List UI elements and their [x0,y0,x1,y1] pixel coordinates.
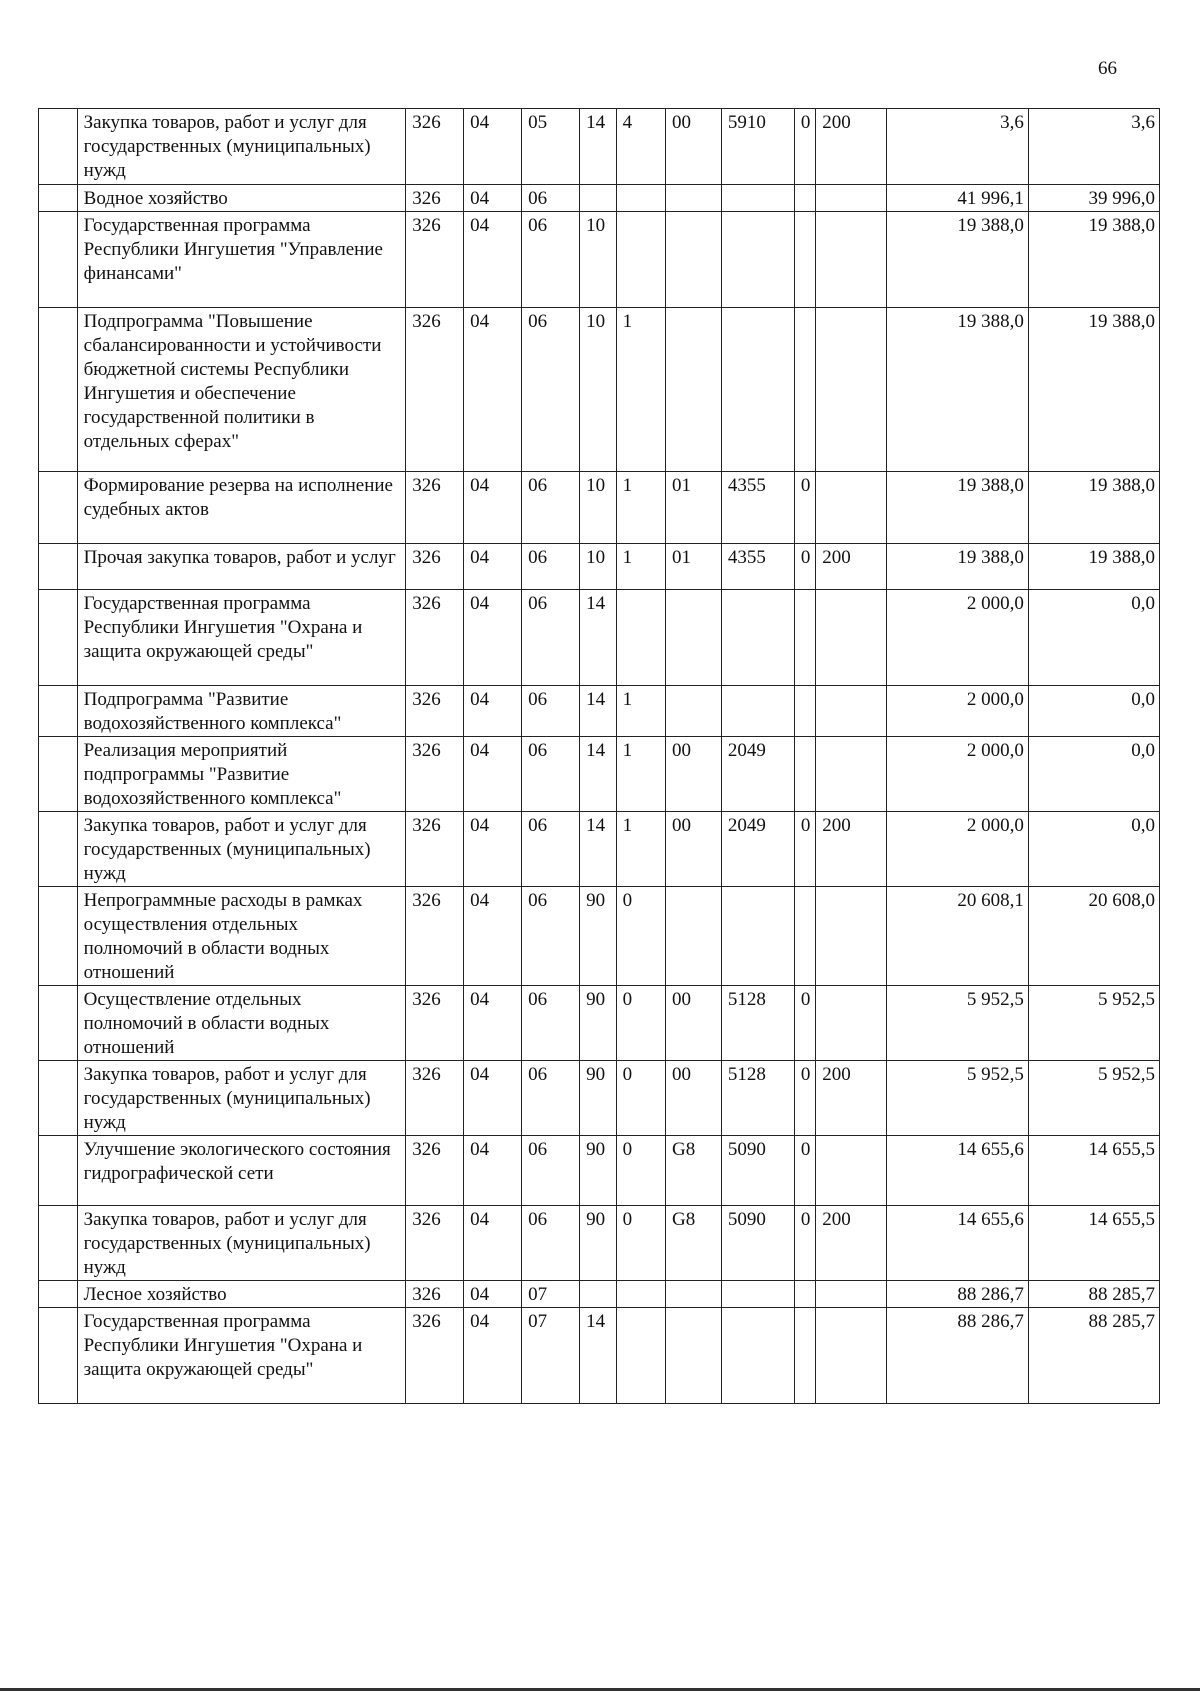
code-extra [794,1308,815,1404]
code-event [666,185,722,212]
code-gr: 326 [406,986,464,1061]
code-event: G8 [666,1206,722,1281]
code-gr: 326 [406,1061,464,1136]
code-event [666,1308,722,1404]
sum-plan: 14 655,6 [887,1206,1029,1281]
code-extra [794,887,815,986]
row-index-cell [39,686,78,737]
sum-plan: 19 388,0 [887,212,1029,308]
code-gr: 326 [406,737,464,812]
row-name: Государственная программа Республики Ингушетия "Охрана и защита окружающей среды" [77,590,406,686]
row-index-cell [39,1136,78,1206]
row-name: Непрограммные расходы в рамках осуществления отдельных полномочий в области водных отношений [77,887,406,986]
code-subprogram: 0 [616,1206,665,1281]
table-row [39,109,1160,185]
code-expense-type [816,1308,887,1404]
code-event: 01 [666,472,722,544]
code-gr: 326 [406,308,464,472]
table-row [39,686,1160,737]
sum-actual: 0,0 [1028,686,1159,737]
code-program: 90 [580,986,617,1061]
code-gr: 326 [406,212,464,308]
code-program: 14 [580,737,617,812]
table-row [39,887,1160,986]
code-event: 00 [666,986,722,1061]
row-index-cell [39,1308,78,1404]
code-subprogram [616,212,665,308]
code-event [666,686,722,737]
sum-plan: 41 996,1 [887,185,1029,212]
code-program [580,185,617,212]
sum-actual: 0,0 [1028,737,1159,812]
code-direction [721,686,794,737]
code-program: 14 [580,1308,617,1404]
code-subprogram: 1 [616,812,665,887]
table-row [39,185,1160,212]
code-direction: 5090 [721,1206,794,1281]
sum-plan: 88 286,7 [887,1308,1029,1404]
code-event: 00 [666,737,722,812]
code-expense-type: 200 [816,544,887,590]
code-direction: 4355 [721,544,794,590]
code-extra: 0 [794,544,815,590]
code-program: 10 [580,212,617,308]
code-gr: 326 [406,1136,464,1206]
code-event [666,212,722,308]
code-event [666,887,722,986]
code-expense-type [816,308,887,472]
code-pr: 06 [522,812,580,887]
code-pr: 06 [522,185,580,212]
code-gr: 326 [406,1281,464,1308]
sum-plan: 2 000,0 [887,737,1029,812]
code-program: 90 [580,1061,617,1136]
table-row [39,472,1160,544]
code-direction [721,590,794,686]
sum-actual: 39 996,0 [1028,185,1159,212]
row-index-cell [39,1281,78,1308]
code-gr: 326 [406,1308,464,1404]
sum-actual: 88 285,7 [1028,1308,1159,1404]
code-event: 00 [666,812,722,887]
row-name: Закупка товаров, работ и услуг для государственных (муниципальных) нужд [77,1206,406,1281]
code-rz: 04 [464,308,522,472]
table-row [39,1206,1160,1281]
sum-actual: 0,0 [1028,812,1159,887]
code-rz: 04 [464,590,522,686]
row-name: Государственная программа Республики Ингушетия "Охрана и защита окружающей среды" [77,1308,406,1404]
table-row [39,212,1160,308]
code-direction: 2049 [721,737,794,812]
row-index-cell [39,544,78,590]
table-row [39,1281,1160,1308]
table-row [39,544,1160,590]
code-subprogram: 1 [616,472,665,544]
code-extra [794,212,815,308]
code-direction: 4355 [721,472,794,544]
sum-plan: 2 000,0 [887,812,1029,887]
row-name: Водное хозяйство [77,185,406,212]
code-pr: 06 [522,986,580,1061]
code-pr: 06 [522,212,580,308]
code-direction [721,185,794,212]
code-pr: 06 [522,308,580,472]
sum-plan: 14 655,6 [887,1136,1029,1206]
code-subprogram: 0 [616,1136,665,1206]
table-row [39,1136,1160,1206]
row-name: Подпрограмма "Повышение сбалансированности и устойчивости бюджетной системы Республики Ингушетия и обеспечение государственной политики в отдельных сферах" [77,308,406,472]
code-pr: 05 [522,109,580,185]
code-pr: 06 [522,544,580,590]
code-extra: 0 [794,472,815,544]
code-event [666,590,722,686]
code-program: 90 [580,1136,617,1206]
table-row [39,1308,1160,1404]
sum-actual: 19 388,0 [1028,544,1159,590]
code-program: 10 [580,544,617,590]
row-index-cell [39,1206,78,1281]
sum-actual: 19 388,0 [1028,308,1159,472]
code-direction: 5128 [721,986,794,1061]
code-direction [721,308,794,472]
code-program: 10 [580,472,617,544]
code-program: 90 [580,887,617,986]
code-expense-type [816,686,887,737]
code-rz: 04 [464,812,522,887]
code-direction [721,887,794,986]
sum-plan: 2 000,0 [887,686,1029,737]
code-event: 00 [666,109,722,185]
budget-table [38,108,1160,1404]
code-expense-type [816,212,887,308]
code-rz: 04 [464,472,522,544]
row-name: Формирование резерва на исполнение судебных актов [77,472,406,544]
code-subprogram [616,1308,665,1404]
row-name: Закупка товаров, работ и услуг для государственных (муниципальных) нужд [77,812,406,887]
table-row [39,737,1160,812]
code-expense-type: 200 [816,1206,887,1281]
code-pr: 06 [522,590,580,686]
code-pr: 06 [522,686,580,737]
code-event: 01 [666,544,722,590]
code-gr: 326 [406,887,464,986]
sum-actual: 14 655,5 [1028,1136,1159,1206]
code-expense-type [816,472,887,544]
row-index-cell [39,590,78,686]
code-rz: 04 [464,1281,522,1308]
code-direction: 5910 [721,109,794,185]
sum-actual: 14 655,5 [1028,1206,1159,1281]
row-name: Закупка товаров, работ и услуг для государственных (муниципальных) нужд [77,1061,406,1136]
sum-plan: 20 608,1 [887,887,1029,986]
code-rz: 04 [464,887,522,986]
table-row [39,308,1160,472]
sum-actual: 88 285,7 [1028,1281,1159,1308]
code-gr: 326 [406,109,464,185]
code-direction [721,1308,794,1404]
row-index-cell [39,1061,78,1136]
code-program: 14 [580,686,617,737]
code-rz: 04 [464,737,522,812]
row-name: Лесное хозяйство [77,1281,406,1308]
code-event [666,1281,722,1308]
code-expense-type [816,1281,887,1308]
sum-plan: 19 388,0 [887,544,1029,590]
code-extra: 0 [794,812,815,887]
code-gr: 326 [406,590,464,686]
row-name: Подпрограмма "Развитие водохозяйственного комплекса" [77,686,406,737]
code-expense-type [816,590,887,686]
code-rz: 04 [464,1136,522,1206]
code-pr: 06 [522,737,580,812]
page-number: 66 [1098,58,1117,79]
code-expense-type: 200 [816,109,887,185]
code-event [666,308,722,472]
code-extra: 0 [794,1206,815,1281]
code-subprogram: 0 [616,1061,665,1136]
code-pr: 06 [522,1136,580,1206]
code-subprogram: 0 [616,887,665,986]
code-program: 14 [580,812,617,887]
code-expense-type: 200 [816,812,887,887]
sum-plan: 19 388,0 [887,308,1029,472]
row-index-cell [39,308,78,472]
code-subprogram [616,185,665,212]
code-subprogram [616,1281,665,1308]
code-gr: 326 [406,812,464,887]
sum-plan: 5 952,5 [887,986,1029,1061]
sum-plan: 3,6 [887,109,1029,185]
row-name: Государственная программа Республики Ингушетия "Управление финансами" [77,212,406,308]
row-name: Закупка товаров, работ и услуг для государственных (муниципальных) нужд [77,109,406,185]
code-rz: 04 [464,185,522,212]
code-extra: 0 [794,109,815,185]
code-pr: 06 [522,1206,580,1281]
code-expense-type [816,986,887,1061]
table-row [39,812,1160,887]
table-row [39,590,1160,686]
sum-actual: 0,0 [1028,590,1159,686]
sum-actual: 3,6 [1028,109,1159,185]
code-subprogram: 4 [616,109,665,185]
code-gr: 326 [406,544,464,590]
code-program: 90 [580,1206,617,1281]
row-name: Прочая закупка товаров, работ и услуг [77,544,406,590]
scan-edge-line [0,1688,1200,1691]
code-event: 00 [666,1061,722,1136]
code-gr: 326 [406,686,464,737]
code-gr: 326 [406,472,464,544]
code-pr: 06 [522,887,580,986]
row-index-cell [39,185,78,212]
sum-actual: 5 952,5 [1028,1061,1159,1136]
table-row [39,986,1160,1061]
row-index-cell [39,109,78,185]
row-index-cell [39,986,78,1061]
code-subprogram: 0 [616,986,665,1061]
code-rz: 04 [464,686,522,737]
sum-actual: 20 608,0 [1028,887,1159,986]
code-extra [794,737,815,812]
code-extra: 0 [794,1061,815,1136]
code-program: 14 [580,109,617,185]
code-extra [794,308,815,472]
code-extra [794,185,815,212]
code-rz: 04 [464,212,522,308]
row-index-cell [39,887,78,986]
sum-actual: 19 388,0 [1028,212,1159,308]
row-index-cell [39,737,78,812]
code-subprogram: 1 [616,544,665,590]
sum-plan: 88 286,7 [887,1281,1029,1308]
code-subprogram: 1 [616,686,665,737]
code-direction: 5128 [721,1061,794,1136]
code-rz: 04 [464,544,522,590]
code-rz: 04 [464,1308,522,1404]
sum-plan: 2 000,0 [887,590,1029,686]
code-program: 14 [580,590,617,686]
code-pr: 07 [522,1281,580,1308]
code-expense-type [816,1136,887,1206]
code-pr: 06 [522,1061,580,1136]
row-index-cell [39,472,78,544]
row-name: Осуществление отдельных полномочий в области водных отношений [77,986,406,1061]
code-extra [794,1281,815,1308]
code-direction [721,212,794,308]
code-direction: 2049 [721,812,794,887]
row-name: Улучшение экологического состояния гидрографической сети [77,1136,406,1206]
code-program: 10 [580,308,617,472]
code-rz: 04 [464,986,522,1061]
code-subprogram: 1 [616,737,665,812]
code-extra [794,590,815,686]
row-name: Реализация мероприятий подпрограммы "Развитие водохозяйственного комплекса" [77,737,406,812]
code-pr: 07 [522,1308,580,1404]
code-gr: 326 [406,1206,464,1281]
code-gr: 326 [406,185,464,212]
sum-plan: 19 388,0 [887,472,1029,544]
code-subprogram [616,590,665,686]
code-extra: 0 [794,1136,815,1206]
row-index-cell [39,212,78,308]
table-row [39,1061,1160,1136]
code-direction: 5090 [721,1136,794,1206]
code-subprogram: 1 [616,308,665,472]
code-expense-type [816,737,887,812]
code-rz: 04 [464,109,522,185]
sum-actual: 19 388,0 [1028,472,1159,544]
code-rz: 04 [464,1206,522,1281]
sum-actual: 5 952,5 [1028,986,1159,1061]
code-extra: 0 [794,986,815,1061]
code-event: G8 [666,1136,722,1206]
code-program [580,1281,617,1308]
code-expense-type [816,887,887,986]
code-pr: 06 [522,472,580,544]
sum-plan: 5 952,5 [887,1061,1029,1136]
code-expense-type: 200 [816,1061,887,1136]
row-index-cell [39,812,78,887]
code-expense-type [816,185,887,212]
code-extra [794,686,815,737]
code-rz: 04 [464,1061,522,1136]
code-direction [721,1281,794,1308]
